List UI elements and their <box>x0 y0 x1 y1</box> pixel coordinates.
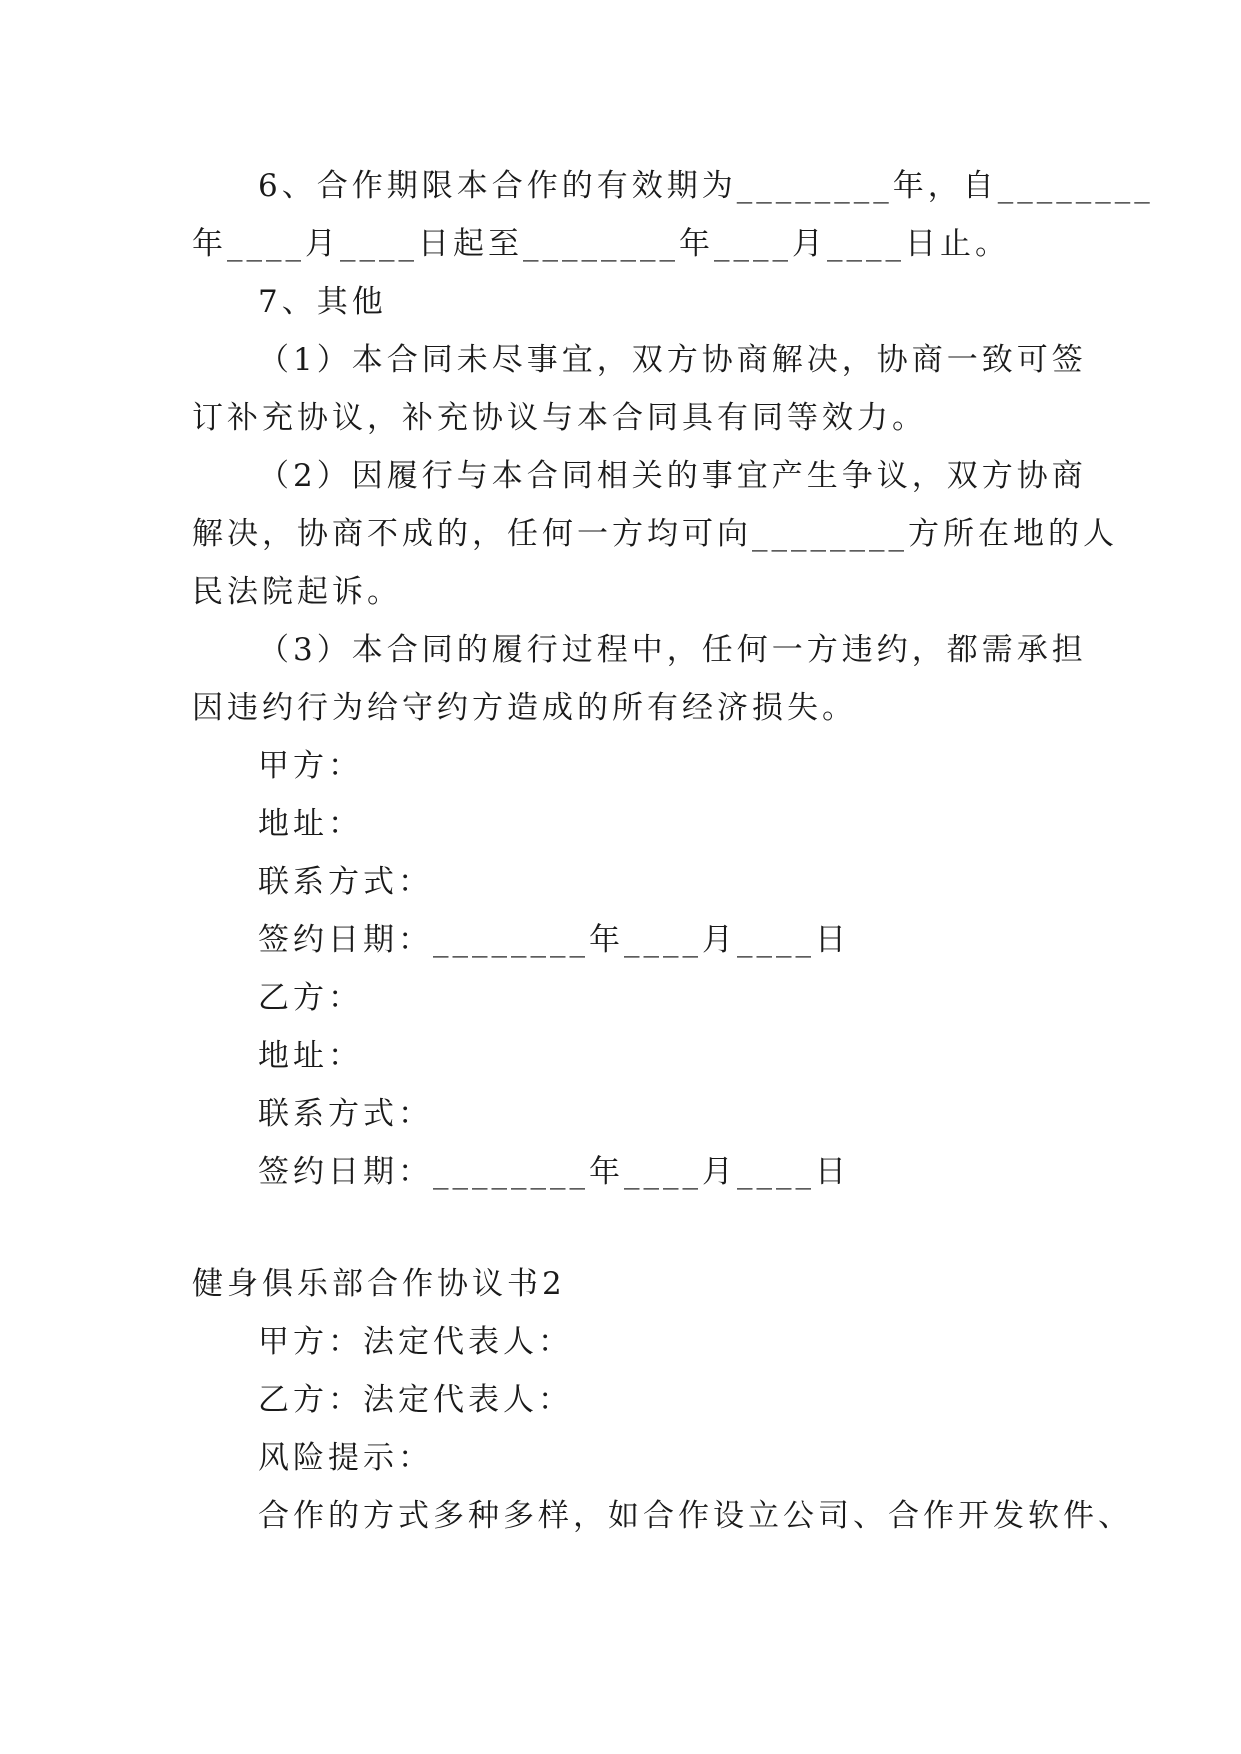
clause7-item2-line1: （2）因履行与本合同相关的事宜产生争议，双方协商 <box>258 458 1087 494</box>
agreement2-party-a-rep: 甲方：法定代表人： <box>258 1324 573 1360</box>
clause6-line2: 年____月____日起至________年____月____日止。 <box>192 226 1010 262</box>
party-b-address: 地址： <box>258 1038 363 1074</box>
party-a-label: 甲方： <box>258 748 363 784</box>
clause7-heading: 7、其他 <box>258 284 387 320</box>
clause7-item2-line2: 解决，协商不成的，任何一方均可向________方所在地的人 <box>192 516 1118 552</box>
agreement2-risk-heading: 风险提示： <box>258 1440 433 1476</box>
clause7-item3-line2: 因违约行为给守约方造成的所有经济损失。 <box>192 690 857 726</box>
party-b-sign-date: 签约日期：________年____月____日 <box>258 1154 850 1190</box>
agreement2-party-b-rep: 乙方：法定代表人： <box>258 1382 573 1418</box>
clause7-item2-line3: 民法院起诉。 <box>192 574 402 610</box>
party-a-address: 地址： <box>258 806 363 842</box>
party-a-sign-date: 签约日期：________年____月____日 <box>258 922 850 958</box>
party-a-contact: 联系方式： <box>258 864 433 900</box>
agreement2-title: 健身俱乐部合作协议书2 <box>192 1266 566 1302</box>
clause6-line1: 6、合作期限本合作的有效期为________年，自________ <box>258 168 1154 204</box>
clause7-item1-line2: 订补充协议，补充协议与本合同具有同等效力。 <box>192 400 927 436</box>
agreement2-risk-line1: 合作的方式多种多样，如合作设立公司、合作开发软件、 <box>258 1498 1133 1534</box>
party-b-label: 乙方： <box>258 980 363 1016</box>
clause7-item1-line1: （1）本合同未尽事宜，双方协商解决，协商一致可签 <box>258 342 1087 378</box>
clause7-item3-line1: （3）本合同的履行过程中，任何一方违约，都需承担 <box>258 632 1087 668</box>
party-b-contact: 联系方式： <box>258 1096 433 1132</box>
